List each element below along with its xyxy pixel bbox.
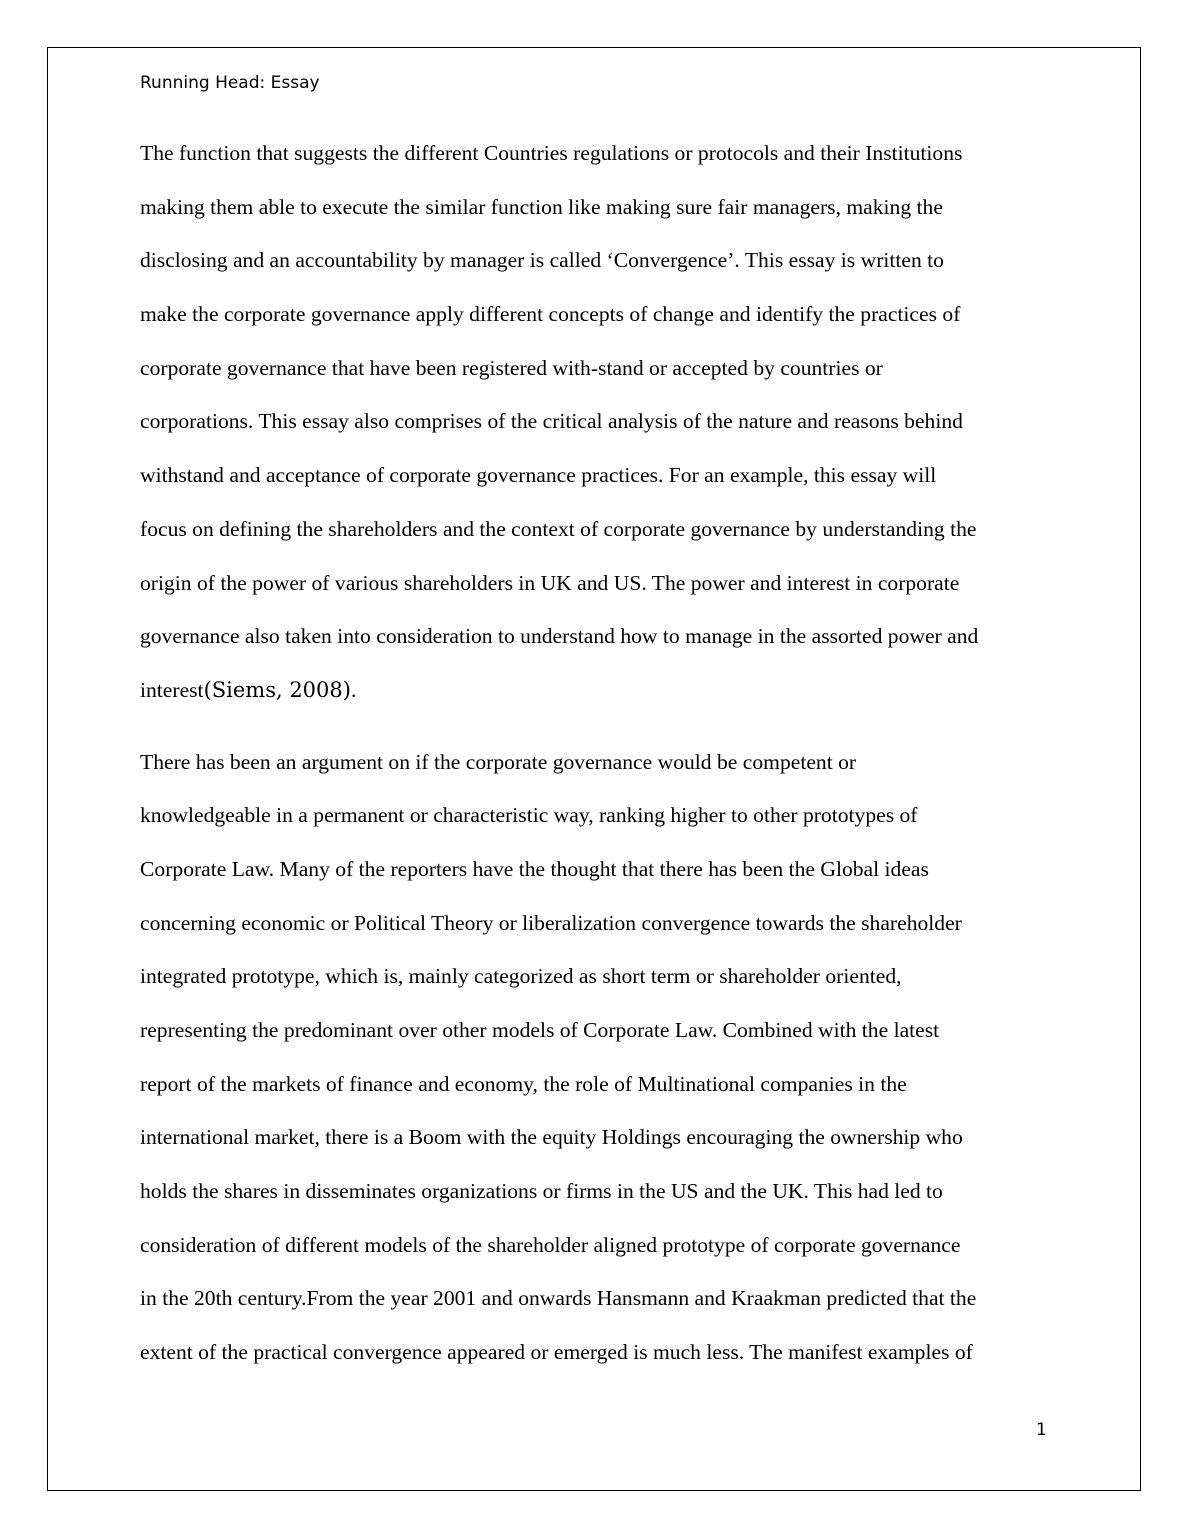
paragraph-spacing: [140, 718, 1070, 736]
text-line: Corporate Law. Many of the reporters have the thought that there has been the Global ideas: [140, 856, 929, 881]
text-line: holds the shares in disseminates organizations or firms in the US and the UK. This had led to: [140, 1179, 943, 1204]
text-line: report of the markets of finance and economy, the role of Multinational companies in the: [140, 1071, 907, 1096]
text-line: making them able to execute the similar function like making sure fair managers, making the: [140, 194, 943, 219]
text-line: The function that suggests the different Countries regulations or protocols and their Institutions: [140, 141, 963, 165]
text-line: origin of the power of various shareholders in UK and US. The power and interest in corporate: [140, 570, 960, 595]
text-line: governance also taken into consideration to understand how to manage in the assorted power and: [140, 624, 979, 649]
text-line: There has been an argument on if the corporate governance would be competent or: [140, 749, 857, 774]
text-fragment: interest: [140, 677, 204, 702]
text-fragment: .: [350, 677, 357, 702]
document-body: [140, 127, 1070, 1380]
text-line: focus on defining the shareholders and the context of corporate governance by understanding the: [140, 516, 977, 541]
text-line: concerning economic or Political Theory or liberalization convergence towards the shareholder: [140, 910, 962, 935]
text-line: consideration of different models of the shareholder aligned prototype of corporate governance: [140, 1232, 961, 1257]
text-line: extent of the practical convergence appeared or emerged is much less. The manifest examples of: [140, 1340, 973, 1365]
citation: (Siems, 2008): [203, 677, 351, 702]
text-line-last: [140, 664, 1070, 718]
text-line: integrated prototype, which is, mainly categorized as short term or shareholder oriented,: [140, 964, 902, 989]
text-line: make the corporate governance apply different concepts of change and identify the practices of: [140, 302, 961, 327]
text-line: withstand and acceptance of corporate governance practices. For an example, this essay will: [140, 463, 937, 488]
text-line: disclosing and an accountability by manager is called ‘Convergence’. This essay is written to: [140, 248, 944, 273]
paragraph-1: [140, 127, 1070, 718]
paragraph-2: [140, 736, 1070, 1380]
text-line: corporate governance that have been registered with-stand or accepted by countries or: [140, 355, 883, 380]
running-head: Running Head: Essay: [140, 73, 320, 93]
text-line: knowledgeable in a permanent or characteristic way, ranking higher to other prototypes of: [140, 803, 918, 828]
text-line: representing the predominant over other models of Corporate Law. Combined with the latest: [140, 1018, 940, 1042]
page-number: 1: [1036, 1420, 1047, 1440]
text-line: in the 20th century.From the year 2001 and onwards Hansmann and Kraakman predicted that the: [140, 1286, 977, 1311]
text-line: corporations. This essay also comprises of the critical analysis of the nature and reasons behind: [140, 409, 963, 434]
text-line: international market, there is a Boom with the equity Holdings encouraging the ownership who: [140, 1125, 963, 1150]
